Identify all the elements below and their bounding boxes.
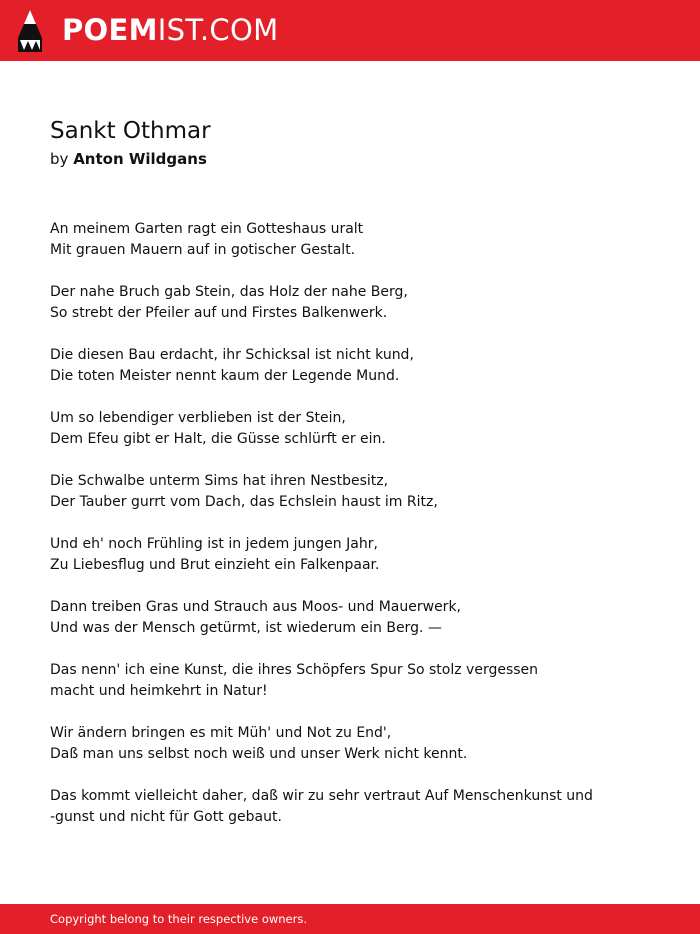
poem-line: Die toten Meister nennt kaum der Legende Mund.	[50, 368, 400, 384]
stanza	[50, 786, 650, 828]
poem-line: Um so lebendiger verblieben ist der Stein,	[50, 410, 346, 426]
poem-line: Wir ändern bringen es mit Müh' und Not zu End',	[50, 725, 392, 741]
pencil-tip-icon[interactable]	[18, 10, 42, 52]
logo-light-text: IST.COM	[157, 13, 279, 47]
poem-line: macht und heimkehrt in Natur!	[50, 683, 268, 699]
byline	[50, 149, 207, 169]
site-logo[interactable]	[62, 12, 278, 48]
stanza	[50, 219, 650, 261]
poem-line: Dann treiben Gras und Strauch aus Moos- und Mauerwerk,	[50, 599, 461, 615]
site-footer	[0, 904, 700, 934]
stanza	[50, 345, 650, 387]
poem-line: Und was der Mensch getürmt, ist wiederum ein Berg. —	[50, 620, 442, 636]
stanza	[50, 408, 650, 450]
poem-line: Und eh' noch Frühling ist in jedem jungen Jahr,	[50, 536, 378, 552]
poem-body	[50, 219, 650, 849]
poem-line: Zu Liebesflug und Brut einzieht ein Falkenpaar.	[50, 557, 380, 573]
poem-line: An meinem Garten ragt ein Gotteshaus uralt	[50, 221, 364, 237]
stanza	[50, 723, 650, 765]
stanza	[50, 534, 650, 576]
stanza	[50, 597, 650, 639]
copyright-text: Copyright belong to their respective owners.	[50, 912, 308, 926]
poem-line: So strebt der Pfeiler auf und Firstes Balkenwerk.	[50, 305, 388, 321]
stanza	[50, 660, 650, 702]
poem-line: -gunst und nicht für Gott gebaut.	[50, 809, 282, 825]
poem-line: Die Schwalbe unterm Sims hat ihren Nestbesitz,	[50, 473, 389, 489]
poem-line: Der nahe Bruch gab Stein, das Holz der nahe Berg,	[50, 284, 408, 300]
site-header	[0, 0, 700, 61]
poem-line: Mit grauen Mauern auf in gotischer Gestalt.	[50, 242, 356, 258]
poem-line: Dem Efeu gibt er Halt, die Güsse schlürft er ein.	[50, 431, 386, 447]
poem-line: Das nenn' ich eine Kunst, die ihres Schöpfers Spur So stolz vergessen	[50, 662, 539, 678]
stanza	[50, 282, 650, 324]
stanza	[50, 471, 650, 513]
author-name: Anton Wildgans	[73, 150, 207, 168]
poem-line: Daß man uns selbst noch weiß und unser Werk nicht kennt.	[50, 746, 468, 762]
poem-line: Die diesen Bau erdacht, ihr Schicksal ist nicht kund,	[50, 347, 414, 363]
logo-bold-text: POEM	[62, 13, 158, 47]
by-label: by	[50, 150, 69, 168]
poem-title: Sankt Othmar	[50, 118, 211, 144]
poem-line: Das kommt vielleicht daher, daß wir zu sehr vertraut Auf Menschenkunst und	[50, 788, 593, 804]
poem-line: Der Tauber gurrt vom Dach, das Echslein haust im Ritz,	[50, 494, 438, 510]
